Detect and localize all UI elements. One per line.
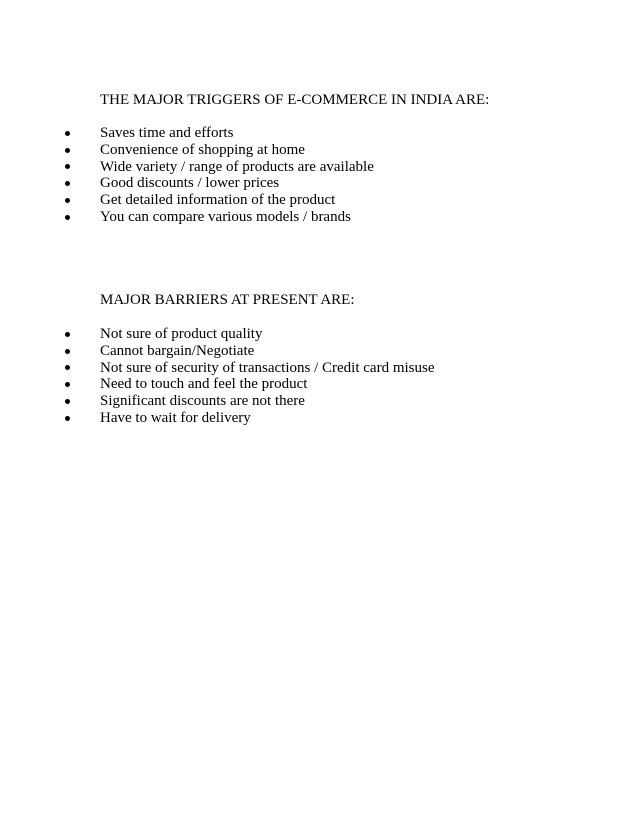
- bullet-icon: [65, 399, 70, 404]
- bullet-icon: [65, 198, 70, 203]
- bullet-icon: [65, 148, 70, 153]
- bullet-icon: [65, 416, 70, 421]
- barriers-heading: MAJOR BARRIERS AT PRESENT ARE:: [100, 292, 355, 308]
- list-item-text: Wide variety / range of products are available: [100, 158, 374, 175]
- list-item-text: Good discounts / lower prices: [100, 175, 280, 192]
- list-item-text: Need to touch and feel the product: [100, 376, 308, 393]
- list-item-text: Not sure of security of transactions / Credit card misuse: [100, 359, 435, 376]
- list-item-text: Get detailed information of the product: [100, 192, 336, 209]
- bullet-icon: [65, 349, 70, 354]
- list-item-text: Convenience of shopping at home: [100, 141, 305, 158]
- bullet-icon: [65, 215, 70, 220]
- list-item-text: Not sure of product quality: [100, 326, 263, 342]
- triggers-heading: THE MAJOR TRIGGERS OF E-COMMERCE IN INDIA ARE:: [100, 92, 490, 108]
- bullet-icon: [65, 131, 70, 136]
- list-item-text: Saves time and efforts: [100, 125, 234, 141]
- list-item-text: Significant discounts are not there: [100, 393, 305, 410]
- bullet-icon: [65, 382, 70, 387]
- bullet-icon: [65, 365, 70, 370]
- bullet-icon: [65, 332, 70, 337]
- bullet-icon: [65, 164, 70, 169]
- list-item-text: Have to wait for delivery: [100, 409, 251, 426]
- list-item-text: Cannot bargain/Negotiate: [100, 342, 255, 359]
- bullet-icon: [65, 181, 70, 186]
- list-item-text: You can compare various models / brands: [100, 208, 351, 225]
